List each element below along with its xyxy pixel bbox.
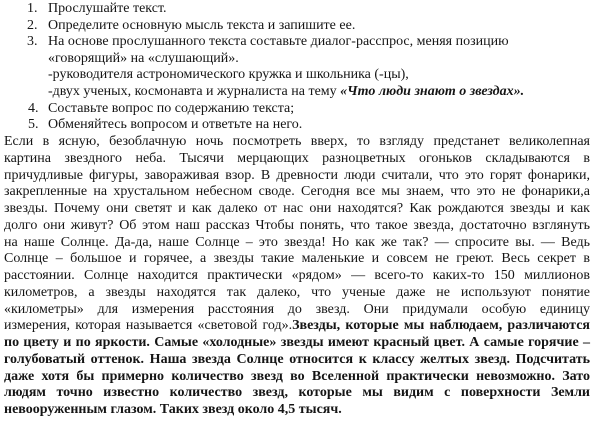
passage-line: на наше Солнце. Да-да, наше Солнце – это звезда! Но как же так? — спросите вы. — Ведь [4, 234, 590, 250]
task-item-1 [0, 1, 599, 18]
task-text-line: «говорящий» на «слушающий». [48, 50, 239, 66]
task-text-line: На основе прослушанного текста составьте диалог-расспрос, меняя позицию [48, 34, 509, 50]
task-text-line [48, 84, 599, 101]
passage-line: закрепленные на хрустальном небесном своде. Сегодня все мы знаем, что это не фонарики,а [4, 184, 590, 200]
passage-bold-text: Звезды, которые мы наблюдаем, различаются [292, 318, 590, 334]
dialogue-topic: «Что люди знают о звездах». [340, 83, 525, 99]
task-item-5 [0, 117, 599, 134]
task-item-3 [0, 34, 599, 100]
passage-line: долго они живут? Об этом наш рассказ Чтобы понять, что такое звезда, достаточно взглянуть [4, 217, 590, 233]
task-text: Составьте вопрос по содержанию текста; [48, 100, 295, 116]
task-item-2 [0, 18, 599, 35]
passage-line: километров, а звезды находятся так далеко, что ученые даже не используют понятие [4, 284, 590, 300]
reading-passage [4, 134, 590, 419]
task-number: 1. [27, 1, 38, 16]
task-number: 5. [28, 117, 39, 133]
passage-line-mixed [4, 318, 590, 335]
task-text: Прослушайте текст. [48, 1, 167, 16]
task-number: 3. [27, 34, 38, 50]
passage-line-bold: невооруженным глазом. Таких звезд около 4,5 тысяч. [4, 402, 342, 417]
task-text-line: -руководителя астрономического кружка и школьника (-цы), [48, 67, 409, 83]
task-number: 2. [27, 17, 38, 33]
passage-line: расстоянии. Солнце находится практически «рядом» — всего-то каких-то 150 миллионов [4, 268, 590, 283]
passage-line-bold: голубоватый оттенок. Наша звезда Солнце относится к классу желтых звезд. Подсчитать [4, 351, 590, 367]
task-text-prefix: -двух ученых, космонавта и журналиста на тему [48, 83, 341, 99]
passage-line-bold: по цвету и по яркости. Самые «холодные» звезды имеют красный цвет. А самые горячие – [4, 335, 590, 350]
passage-line: «километры» для измерения расстояния до звезд. Они придумали особую единицу [4, 301, 590, 317]
passage-line: картина звездного неба. Тысячи мерцающих разноцветных огоньков складываются в [4, 150, 590, 166]
passage-line: звезды. Почему они светят и как далеко от нас они находятся? Как рождаются звезды и как [4, 201, 590, 216]
passage-line-bold: людям точно известно количество звезд, которые мы видим с поверхности Земли [4, 385, 590, 401]
passage-line-bold: даже хотя бы примерно количество звезд во Вселенной практически невозможно. Зато [4, 368, 590, 384]
passage-normal-text: измерения, которая называется «световой год». [4, 318, 293, 334]
task-list [0, 1, 599, 134]
passage-line: причудливые фигуры, завораживая взор. В древности люди считали, что это горят фонарики, [4, 167, 590, 183]
task-text: Обменяйтесь вопросом и ответьте на него. [48, 117, 303, 133]
passage-line: Солнце – большое и горячее, а звезды такие маленькие и совсем не греют. Весь секрет в [4, 251, 590, 267]
passage-line: Если в ясную, безоблачную ночь посмотреть вверх, то взгляду предстанет великолепная [4, 134, 590, 149]
task-item-4 [0, 101, 599, 118]
task-number: 4. [28, 100, 39, 116]
task-text: Определите основную мысль текста и запишите ее. [48, 17, 356, 33]
